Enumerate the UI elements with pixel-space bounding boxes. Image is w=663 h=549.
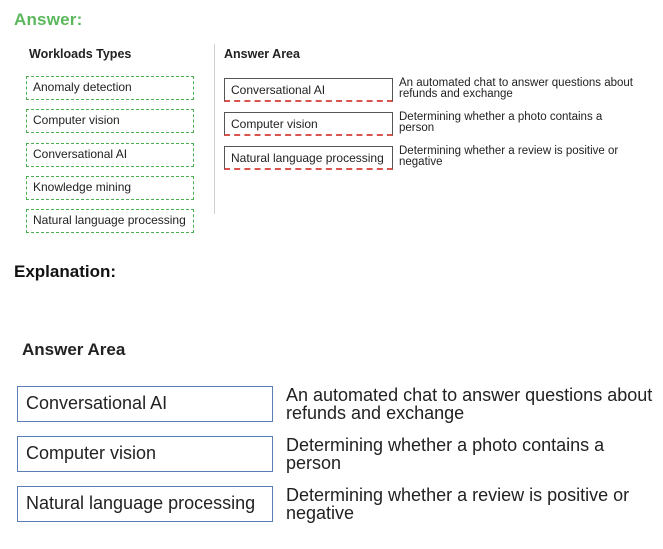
workload-item-computer-vision[interactable]: Computer vision	[26, 109, 194, 133]
workloads-types-title: Workloads Types	[29, 47, 132, 61]
answer-heading: Answer:	[14, 10, 83, 29]
explanation-answer-box-3: Natural language processing	[17, 486, 273, 522]
answer-slot-3[interactable]: Natural language processing	[224, 146, 393, 170]
explanation-heading: Explanation:	[14, 262, 117, 281]
workload-item-conversational-ai[interactable]: Conversational AI	[26, 143, 194, 167]
answer-slot-1[interactable]: Conversational AI	[224, 78, 393, 102]
explanation-description-3: Determining whether a review is positive or negative	[286, 485, 630, 523]
answer-description-2: Determining whether a photo contains a person	[399, 111, 603, 134]
workload-item-knowledge-mining[interactable]: Knowledge mining	[26, 176, 194, 200]
answer-description-3: Determining whether a review is positive or negative	[399, 145, 619, 168]
column-divider	[214, 44, 215, 214]
explanation-description-2: Determining whether a photo contains a person	[286, 435, 605, 473]
explanation-description-1: An automated chat to answer questions about refunds and exchange	[286, 385, 653, 423]
answer-area-title: Answer Area	[224, 47, 300, 61]
workload-types-list	[26, 76, 197, 242]
answer-description-1: An automated chat to answer questions about refunds and exchange	[399, 77, 633, 100]
explanation-answer-box-1: Conversational AI	[17, 386, 273, 422]
workload-item-natural-language-processing[interactable]: Natural language processing	[26, 209, 194, 233]
explanation-answer-area-title: Answer Area	[22, 340, 126, 359]
explanation-answer-box-2: Computer vision	[17, 436, 273, 472]
workload-item-anomaly-detection[interactable]: Anomaly detection	[26, 76, 194, 100]
answer-slot-2[interactable]: Computer vision	[224, 112, 393, 136]
